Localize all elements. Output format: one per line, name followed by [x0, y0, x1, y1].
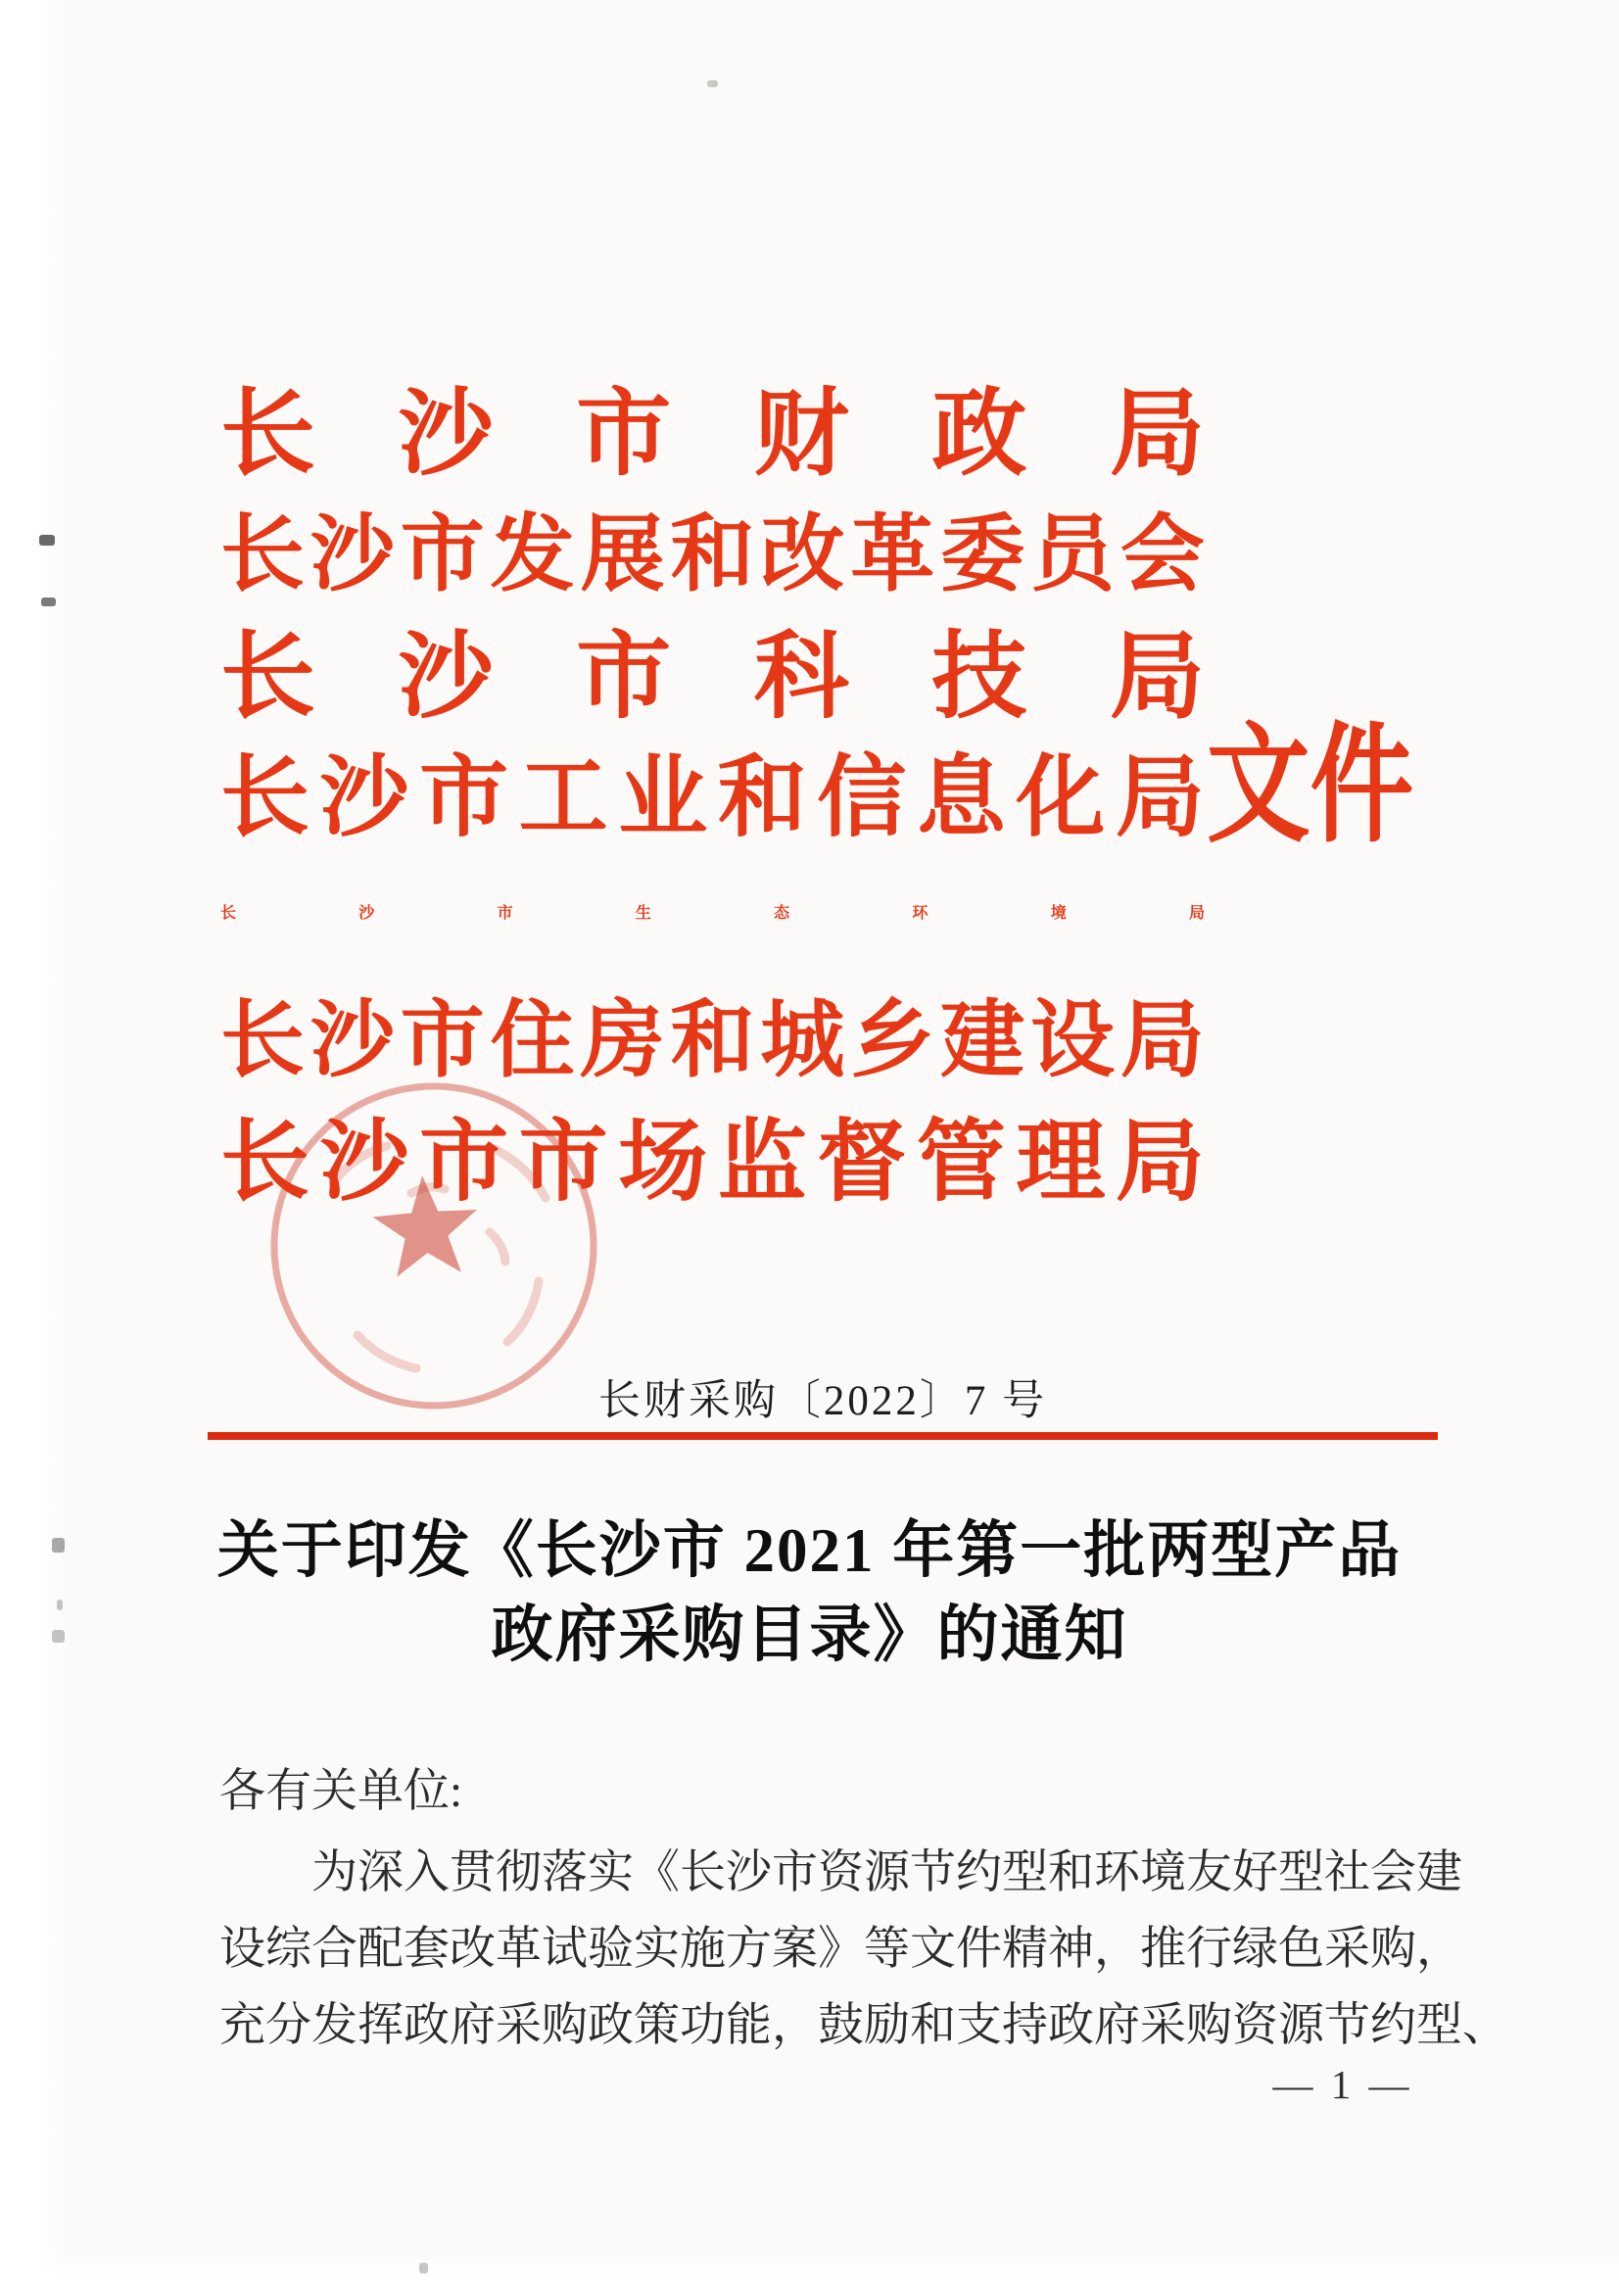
document-number: 长财采购〔2022〕7 号 [597, 1378, 1048, 1424]
body-text-line: 设 综 合 配 套 改 革 试 验 实 施 方 案 》 等 文 件 精 神 ， 推 行 绿 色 采 购 ， [219, 1923, 1462, 1975]
body-paragraph [219, 1830, 1508, 2059]
agency-line: 长 沙 市 发 展 和 改 革 委 员 会 [220, 507, 1205, 601]
body-text-line: 为 深 入 贯 彻 落 实 《 长 沙 市 资 源 节 约 型 和 环 境 友 好 型 社 会 建 [311, 1846, 1462, 1898]
document-title [0, 1508, 1619, 1677]
agency-line: 长 沙 市 生 态 环 境 局 [220, 904, 1205, 922]
agency-line: 长 沙 市 财 政 局 [220, 382, 1205, 487]
scan-edge-left [0, 0, 71, 2296]
scan-artifact [52, 1538, 65, 1553]
agency-header [220, 364, 1205, 1215]
agency-line: 长 沙 市 工 业 和 信 息 化 局 [220, 747, 1205, 847]
scan-artifact [707, 80, 718, 87]
doc-type-label: 文件 [1207, 713, 1414, 857]
document-title-line1: 关于印发《长沙市 2021 年第一批两型产品 [216, 1516, 1403, 1585]
scan-artifact [57, 1600, 63, 1610]
scan-artifact [52, 1630, 65, 1643]
agency-line: 长 沙 市 住 房 和 城 乡 建 设 局 [220, 993, 1205, 1087]
document-title-line2: 政府采购目录》的通知 [491, 1601, 1128, 1669]
document-body [219, 1753, 1508, 2059]
salutation: 各有关单位: [219, 1766, 463, 1817]
agency-line: 长 沙 市 市 场 监 督 管 理 局 [220, 1112, 1205, 1212]
scan-edge-bottom [0, 2251, 1619, 2296]
page-number: — 1 — [1272, 2062, 1413, 2107]
body-text-line: 充 分 发 挥 政 府 采 购 政 策 功 能 ， 鼓 励 和 支 持 政 府 采 购 资 源 节 约 型 、 [219, 1999, 1508, 2051]
agency-line: 长 沙 市 科 技 局 [220, 625, 1205, 730]
scan-artifact [419, 2263, 428, 2273]
scan-artifact [39, 535, 55, 546]
red-divider-rule [208, 1432, 1438, 1440]
scan-artifact [41, 598, 56, 606]
